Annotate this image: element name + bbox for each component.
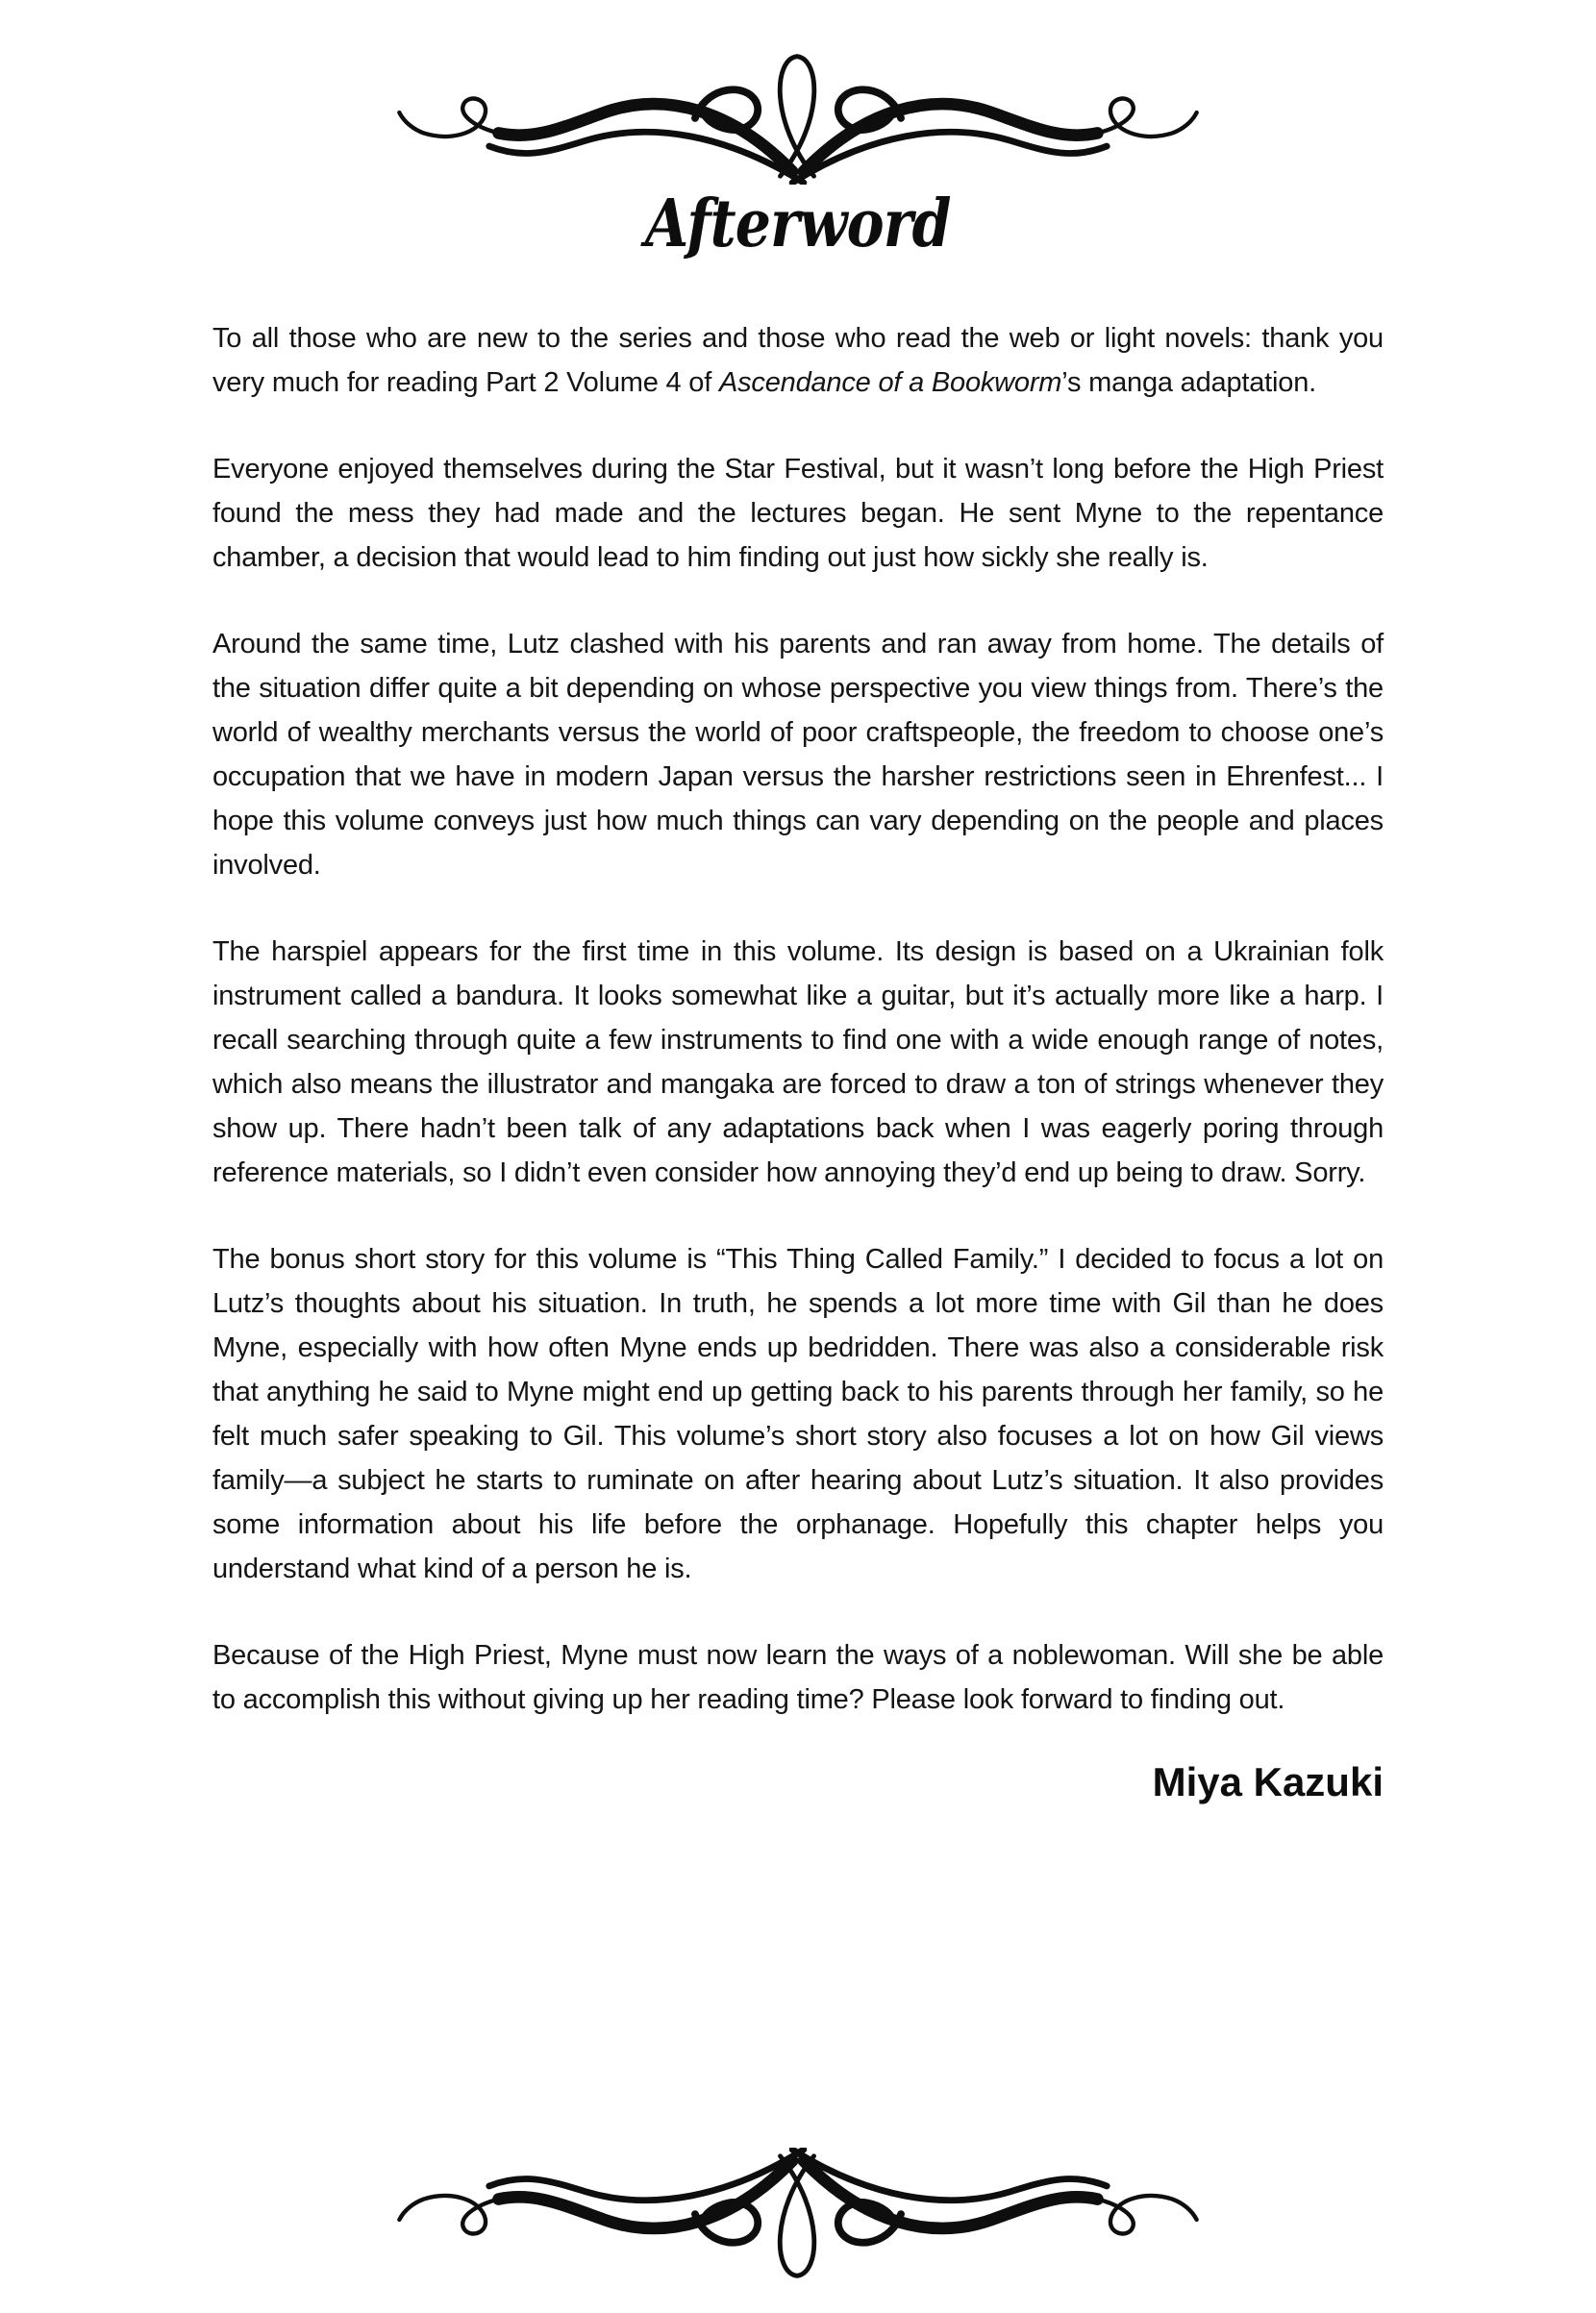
afterword-paragraph <box>212 930 1384 1195</box>
author-signature: Miya Kazuki <box>1152 1758 1384 1804</box>
afterword-paragraph <box>212 447 1384 580</box>
afterword-body <box>212 316 1384 1804</box>
paragraph-text: Everyone enjoyed themselves during the Star Festival, but it wasn’t long before the High Priest found the mess they had made and the lectures began. He sent Myne to the repentance chamber, a decision that would lead to him finding out just how sickly she really is. <box>212 453 1384 573</box>
page-title-wrap <box>0 188 1596 261</box>
paragraph-text: Because of the High Priest, Myne must now learn the ways of a noblewoman. Will she be able to accomplish this without giving up her reading time? Please look forward to finding out. <box>212 1639 1384 1715</box>
calligraphic-flourish-top-icon <box>393 44 1203 185</box>
afterword-paragraph <box>212 316 1384 405</box>
paragraph-text: Around the same time, Lutz clashed with his parents and ran away from home. The details of the situation differ quite a bit depending on whose perspective you view things from. There’s the world of wealthy merchants versus the world of poor craftspeople, the freedom to choose one’s occupation that we have in modern Japan versus the harsher restrictions seen in Ehrenfest... I hope this volume conveys just how much things can vary depending on the people and places involved. <box>212 628 1384 881</box>
paragraph-text: The harspiel appears for the first time in this volume. Its design is based on a Ukrainian folk instrument called a bandura. It looks somewhat like a guitar, but it’s actually more like a harp. I recall searching through quite a few instruments to find one with a wide enough range of notes, which also means the illustrator and mangaka are forced to draw a ton of strings whenever they show up. There hadn’t been talk of any adaptations back when I was eagerly poring through reference materials, so I didn’t even consider how annoying they’d end up being to draw. Sorry. <box>212 935 1384 1188</box>
paragraph-text: ’s manga adaptation. <box>1061 366 1316 398</box>
page-title: Afterword <box>645 186 951 262</box>
afterword-paragraph <box>212 622 1384 887</box>
afterword-paragraph <box>212 1633 1384 1722</box>
calligraphic-flourish-bottom-icon <box>393 2148 1203 2288</box>
afterword-paragraph <box>212 1237 1384 1591</box>
series-title-text: Ascendance of a Bookworm <box>718 366 1062 398</box>
paragraph-text: To all those who are new to the series and those who read the web or light novels: thank you very much for reading Part 2 Volume 4 of <box>212 322 1384 398</box>
afterword-page <box>0 44 1596 2313</box>
paragraph-text: The bonus short story for this volume is “This Thing Called Family.” I decided to focus a lot on Lutz’s thoughts about his situation. In truth, he spends a lot more time with Gil than he does Myne, especially with how often Myne ends up bedridden. There was also a considerable risk that anything he said to Myne might end up getting back to his parents through her family, so he felt much safer speaking to Gil. This volume’s short story also focuses a lot on how Gil views family—a subject he starts to ruminate on after hearing about Lutz’s situation. It also provides some information about his life before the orphanage. Hopefully this chapter helps you understand what kind of a person he is. <box>212 1243 1384 1584</box>
